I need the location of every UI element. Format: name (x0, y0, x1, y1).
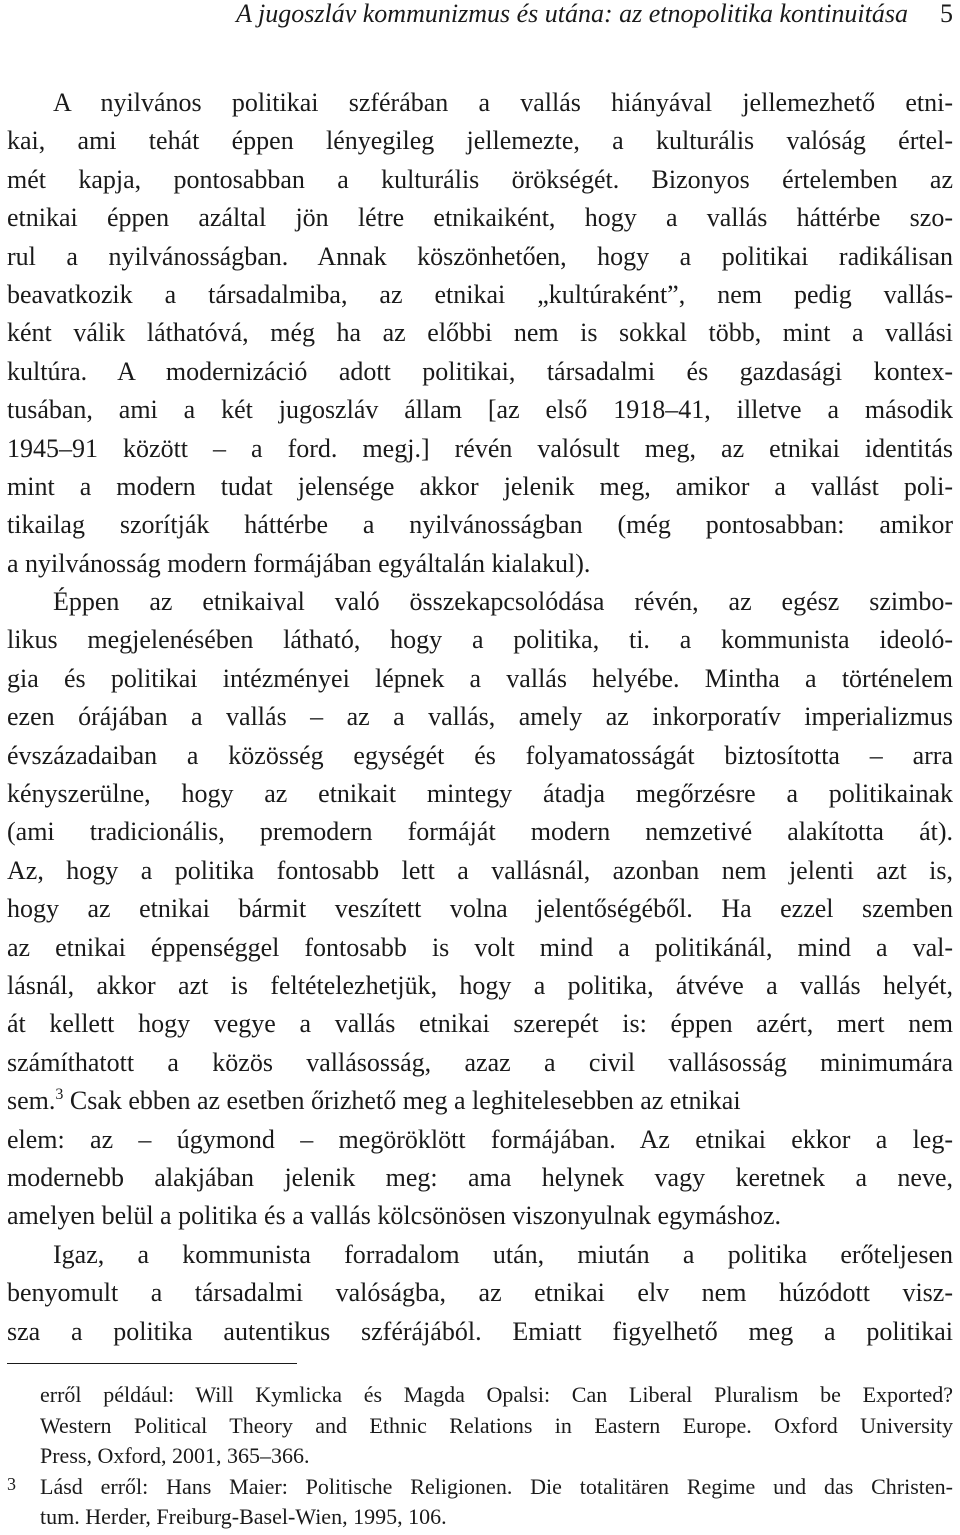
footnote-line: Western Political Theory and Ethnic Relations in Eastern Europe. Oxford University (40, 1412, 953, 1438)
text-line: (ami tradicionális, premodern formáját modern nemzetivé alakította át). (7, 817, 953, 847)
text-line: mint a modern tudat jelensége akkor jelenik meg, amikor a vallást poli- (7, 471, 953, 501)
text-line: ként válik láthatóvá, még ha az előbbi nem is sokkal több, mint a vallási (7, 318, 953, 348)
text-line: ezen órájában a vallás – az a vallás, amely az inkorporatív imperializmus (7, 702, 953, 732)
text-line: 1945–91 között – a ford. megj.] révén valósult meg, az etnikai identitás (7, 433, 953, 463)
text-line-start: sem. (7, 1086, 56, 1116)
text-line: amelyen belül a politika és a vallás kölcsönösen viszonyulnak egymáshoz. (7, 1201, 782, 1231)
page-header (0, 0, 960, 40)
footnote-line: tum. Herder, Freiburg-Basel-Wien, 1995, 106. (40, 1504, 447, 1529)
footnote-line: erről például: Will Kymlicka és Magda Opalsi: Can Liberal Pluralism be Exported? (40, 1382, 953, 1407)
text-line: tusában, ami a két jugoszláv állam [az első 1918–41, illetve a második (7, 395, 953, 425)
text-line: Igaz, a kommunista forradalom után, miután a politika erőteljesen (53, 1239, 953, 1269)
text-line: rul a nyilvánosságban. Annak köszönhetően, hogy a politikai radikálisan (7, 241, 953, 271)
text-line: kényszerülne, hogy az etnikait mintegy átadja megőrzésre a politikainak (7, 779, 953, 809)
text-line: számíthatott a közös vallásosság, azaz a civil vallásosság minimumára (7, 1047, 953, 1077)
text-line: etnikai éppen azáltal jön létre etnikaiként, hogy a vallás háttérbe szo- (7, 203, 953, 233)
body-text (7, 84, 953, 1351)
text-line: kultúra. A modernizáció adott politikai, társadalmi és gazdasági kontex- (7, 356, 953, 386)
page-number: 5 (940, 0, 953, 28)
text-line: beavatkozik a társadalmiba, az etnikai „kultúraként”, nem pedig vallás- (7, 279, 953, 309)
text-line: tikailag szorítják háttérbe a nyilvánosságban (még pontosabban: amikor (7, 510, 953, 540)
text-line: Az, hogy a politika fontosabb lett a vallásnál, azonban nem jelenti azt is, (7, 855, 953, 885)
text-line: gia és politikai intézményei lépnek a vallás helyébe. Mintha a történelem (7, 663, 953, 693)
footnote-divider (7, 1363, 297, 1364)
footnote-text: Lásd erről: Hans Maier: Politische Religionen. Die totalitären Regime und das Christen- (40, 1473, 953, 1499)
footnote-marker[interactable]: 3 (55, 1086, 64, 1104)
text-line: benyomult a társadalmi valóságba, az etnikai elv nem húzódott visz- (7, 1278, 953, 1308)
text-line: Éppen az etnikaival való összekapcsolódása révén, az egész szimbo- (53, 587, 953, 617)
footnote-number: 3 (7, 1473, 16, 1494)
text-line: mét kapja, pontosabban a kulturális örökségét. Bizonyos értelemben az (7, 164, 953, 194)
footnote-3 (7, 1472, 953, 1503)
text-line: a nyilvánosság modern formájában egyáltalán kialakul). (7, 548, 591, 578)
text-line: modernebb alakjában jelenik meg: ama helynek vagy keretnek a neve, (7, 1162, 953, 1192)
text-line: hogy az etnikai bármit veszített volna jelentőségéből. Ha ezzel szemben (7, 894, 953, 924)
running-title: A jugoszláv kommunizmus és utána: az etnopolitika kontinuitása (236, 0, 908, 28)
text-line: elem: az – úgymond – megöröklött formájában. Az etnikai ekkor a leg- (7, 1124, 953, 1154)
text-line-rest: Csak ebben az esetben őrizhető meg a leghitelesebben az etnikai (63, 1086, 741, 1116)
text-line: likus megjelenésében látható, hogy a politika, ti. a kommunista ideoló- (7, 625, 953, 655)
text-line: át kellett hogy vegye a vallás etnikai szerepét is: éppen azért, mert nem (7, 1009, 953, 1039)
text-line (7, 1082, 953, 1120)
text-line: kai, ami tehát éppen lényegileg jellemezte, a kulturális valóság értel- (7, 126, 953, 156)
footnote-line: Press, Oxford, 2001, 365–366. (40, 1443, 310, 1468)
text-line: sza a politika autentikus szférájából. Emiatt figyelhető meg a politikai (7, 1316, 953, 1346)
text-line: lásnál, akkor azt is feltételezhetjük, hogy a politika, átvéve a vallás helyét, (7, 970, 953, 1000)
text-line: A nyilvános politikai szférában a vallás hiányával jellemezhető etni- (53, 88, 953, 117)
text-line: évszázadaiban a közösség egységét és folyamatosságát biztosította – arra (7, 740, 953, 770)
text-line: az etnikai éppenséggel fontosabb is volt mind a politikánál, mind a val- (7, 932, 953, 962)
footnotes (7, 1380, 953, 1533)
